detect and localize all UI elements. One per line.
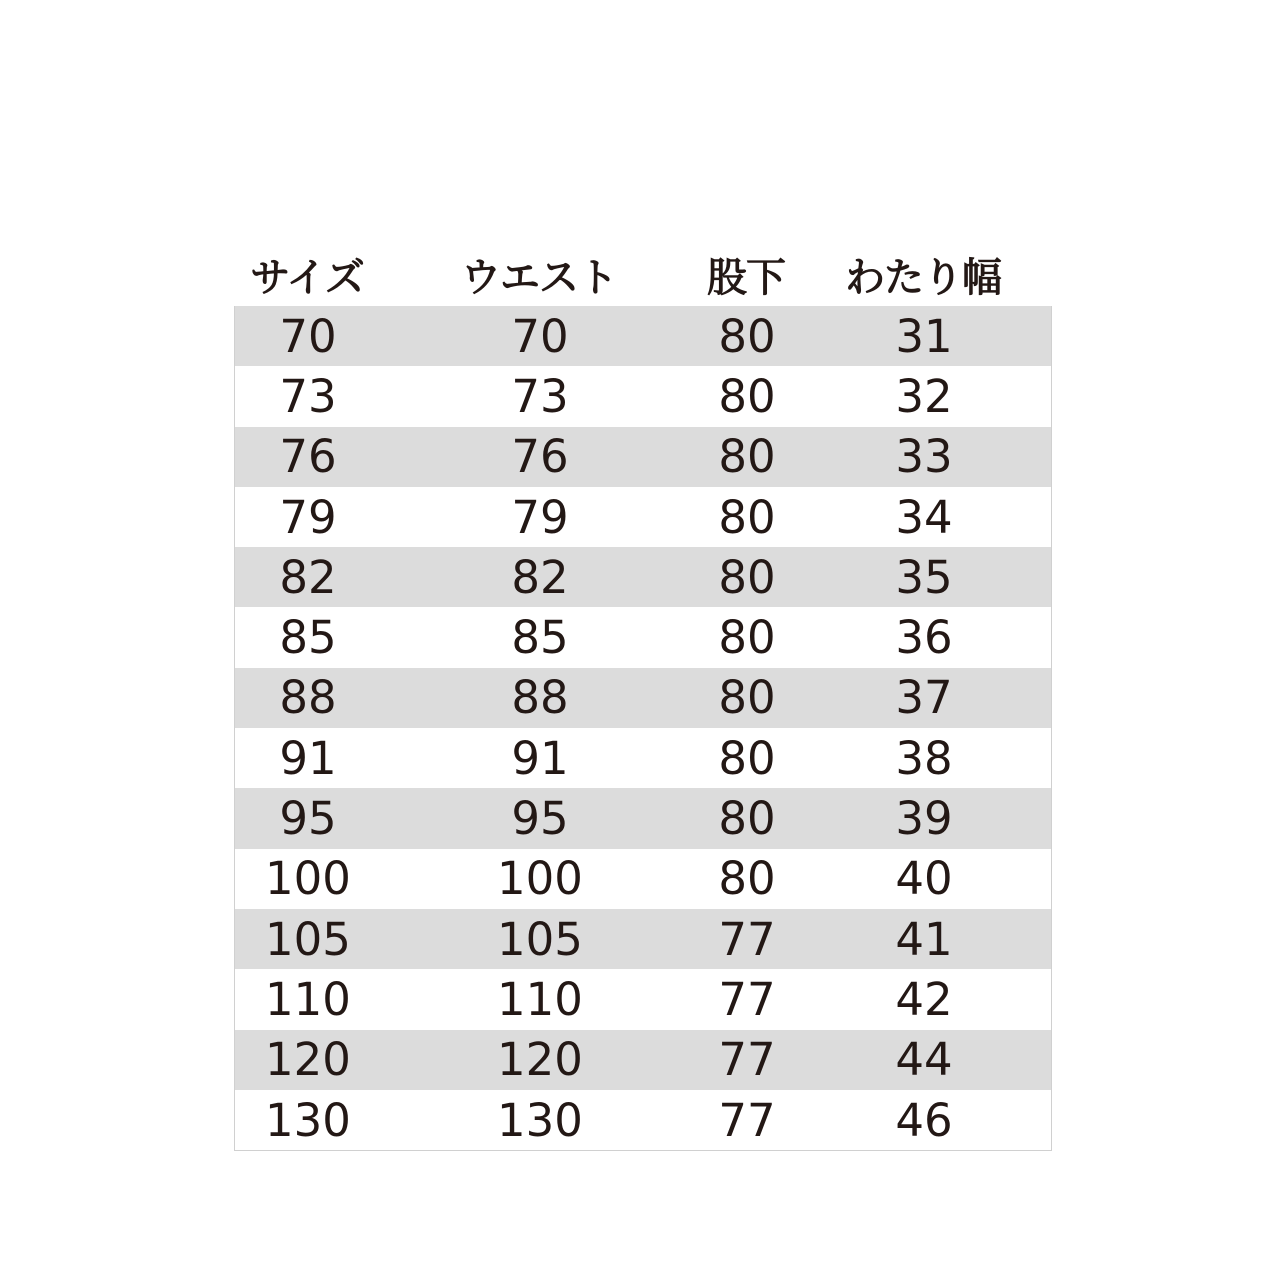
cell-size: 82 xyxy=(279,550,337,604)
cell-waist: 73 xyxy=(511,369,569,423)
cell-inseam: 77 xyxy=(718,912,776,966)
cell-inseam: 80 xyxy=(718,430,776,484)
cell-size: 88 xyxy=(279,671,337,725)
table-row xyxy=(235,1090,1051,1150)
cell-thigh-width: 39 xyxy=(895,792,953,846)
cell-thigh-width: 41 xyxy=(895,912,953,966)
table-row xyxy=(235,909,1051,969)
table-row xyxy=(235,849,1051,909)
cell-inseam: 80 xyxy=(718,490,776,544)
table-row xyxy=(235,607,1051,667)
cell-size: 73 xyxy=(279,369,337,423)
cell-size: 105 xyxy=(265,912,351,966)
table-row xyxy=(235,487,1051,547)
header-waist: ウエスト xyxy=(461,255,617,301)
cell-waist: 91 xyxy=(511,731,569,785)
cell-thigh-width: 34 xyxy=(895,490,953,544)
cell-thigh-width: 38 xyxy=(895,731,953,785)
cell-inseam: 80 xyxy=(718,611,776,665)
cell-thigh-width: 36 xyxy=(895,611,953,665)
header-thigh-width: わたり幅 xyxy=(845,255,1001,301)
cell-thigh-width: 46 xyxy=(895,1093,953,1147)
cell-size: 76 xyxy=(279,430,337,484)
cell-inseam: 80 xyxy=(718,369,776,423)
cell-size: 130 xyxy=(265,1093,351,1147)
header-inseam: 股下 xyxy=(707,255,785,301)
cell-inseam: 77 xyxy=(718,1033,776,1087)
cell-inseam: 80 xyxy=(718,792,776,846)
table-body xyxy=(234,306,1052,1151)
cell-waist: 95 xyxy=(511,792,569,846)
cell-thigh-width: 40 xyxy=(895,852,953,906)
cell-waist: 100 xyxy=(497,852,583,906)
cell-size: 110 xyxy=(265,972,351,1026)
cell-inseam: 77 xyxy=(718,972,776,1026)
table-row xyxy=(235,728,1051,788)
cell-waist: 105 xyxy=(497,912,583,966)
cell-waist: 79 xyxy=(511,490,569,544)
cell-thigh-width: 31 xyxy=(895,309,953,363)
cell-size: 91 xyxy=(279,731,337,785)
cell-waist: 110 xyxy=(497,972,583,1026)
table-header-row xyxy=(234,243,1052,306)
cell-waist: 70 xyxy=(511,309,569,363)
cell-inseam: 80 xyxy=(718,671,776,725)
header-size: サイズ xyxy=(250,255,364,301)
cell-waist: 130 xyxy=(497,1093,583,1147)
cell-waist: 85 xyxy=(511,611,569,665)
table-row xyxy=(235,668,1051,728)
table-row xyxy=(235,366,1051,426)
cell-waist: 76 xyxy=(511,430,569,484)
cell-thigh-width: 32 xyxy=(895,369,953,423)
cell-thigh-width: 42 xyxy=(895,972,953,1026)
size-chart-table xyxy=(234,243,1052,1151)
table-row xyxy=(235,788,1051,848)
cell-size: 70 xyxy=(279,309,337,363)
cell-inseam: 80 xyxy=(718,731,776,785)
cell-thigh-width: 37 xyxy=(895,671,953,725)
table-row xyxy=(235,969,1051,1029)
cell-size: 120 xyxy=(265,1033,351,1087)
cell-size: 100 xyxy=(265,852,351,906)
table-row xyxy=(235,547,1051,607)
cell-waist: 120 xyxy=(497,1033,583,1087)
cell-size: 79 xyxy=(279,490,337,544)
cell-size: 85 xyxy=(279,611,337,665)
table-row xyxy=(235,306,1051,366)
cell-inseam: 80 xyxy=(718,852,776,906)
cell-thigh-width: 35 xyxy=(895,550,953,604)
cell-size: 95 xyxy=(279,792,337,846)
cell-inseam: 77 xyxy=(718,1093,776,1147)
cell-thigh-width: 44 xyxy=(895,1033,953,1087)
cell-inseam: 80 xyxy=(718,550,776,604)
cell-waist: 88 xyxy=(511,671,569,725)
cell-waist: 82 xyxy=(511,550,569,604)
cell-thigh-width: 33 xyxy=(895,430,953,484)
table-row xyxy=(235,427,1051,487)
table-row xyxy=(235,1030,1051,1090)
cell-inseam: 80 xyxy=(718,309,776,363)
